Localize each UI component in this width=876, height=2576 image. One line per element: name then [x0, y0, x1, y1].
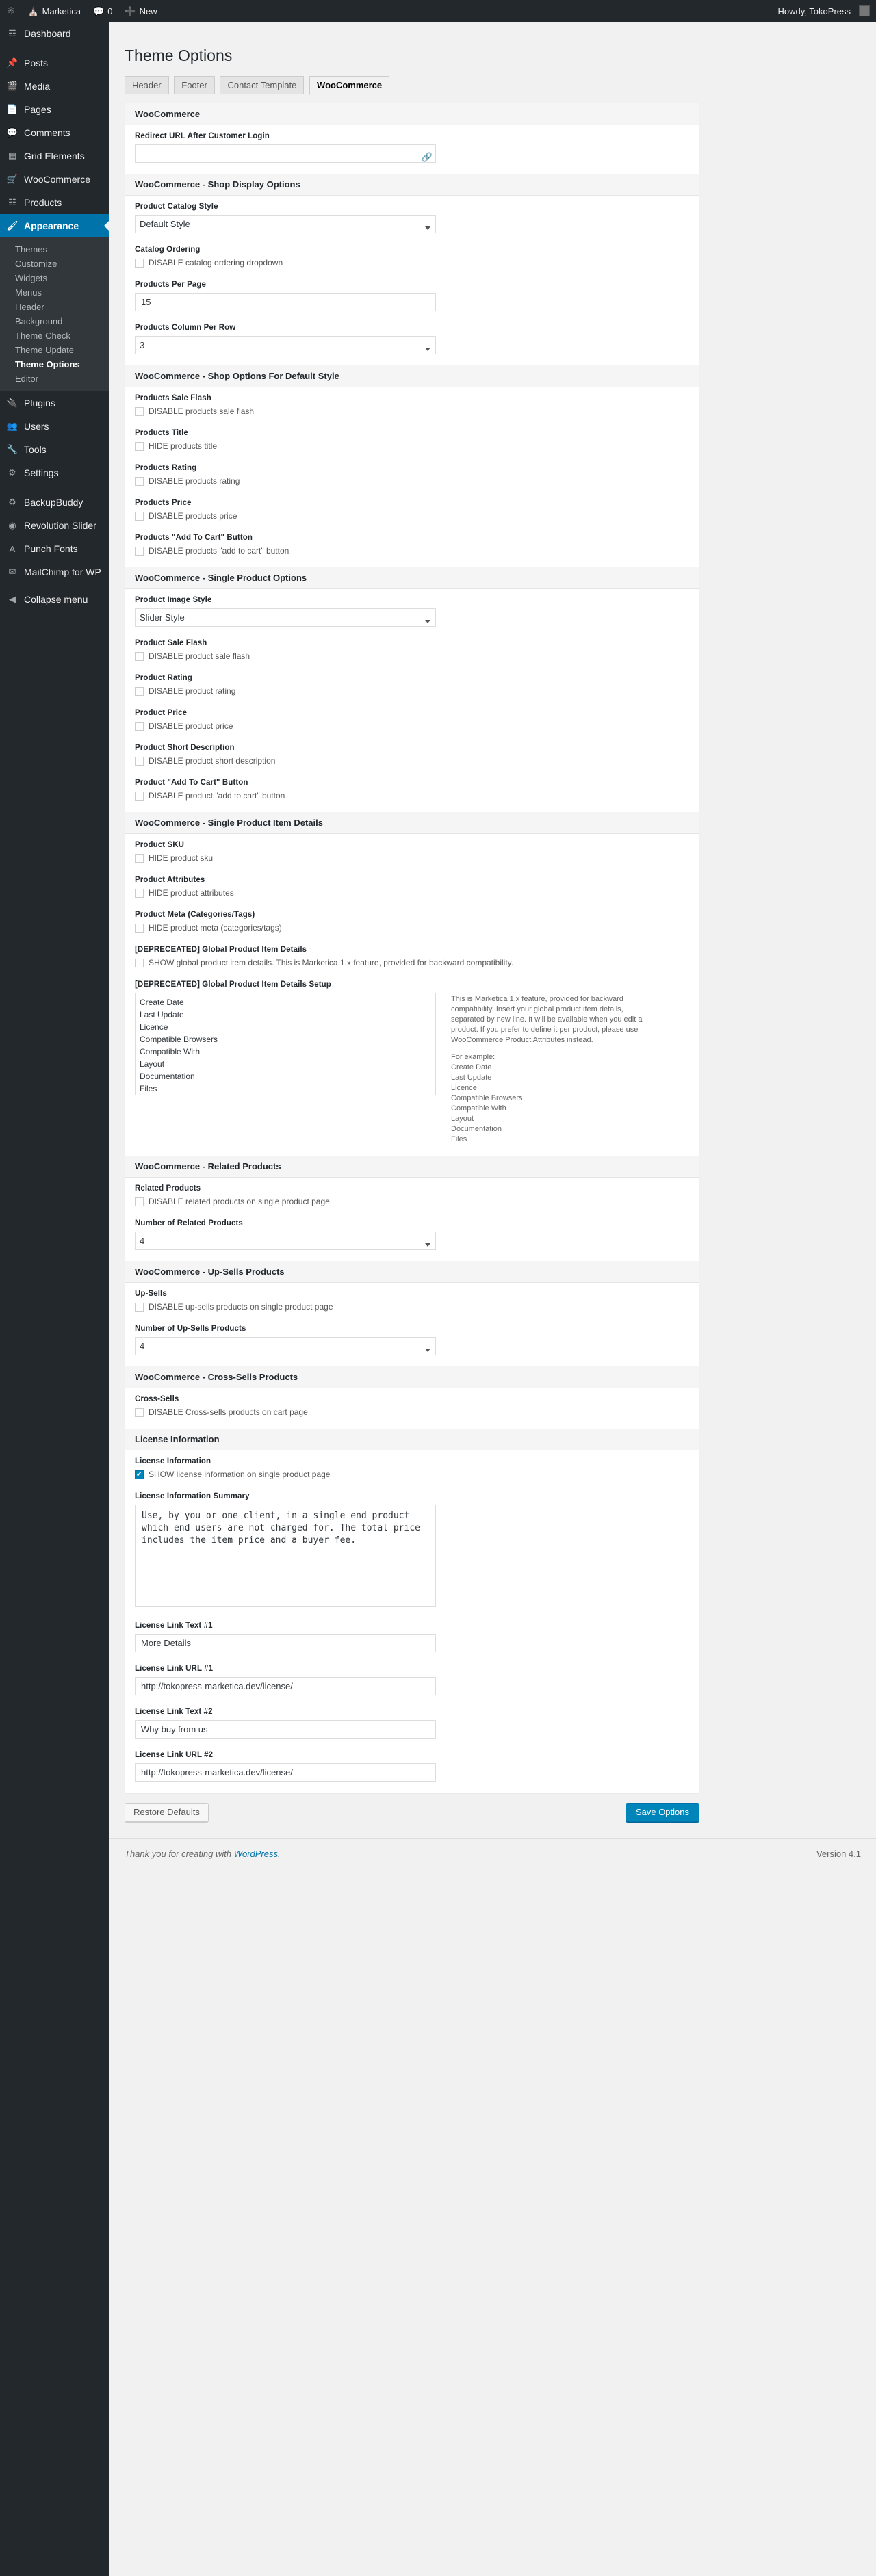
sidebar-item-plugins[interactable] [0, 391, 110, 415]
license-link-url-2-label: License Link URL #2 [135, 1751, 214, 1759]
new-content-menu[interactable] [118, 0, 163, 22]
comment-bubble-icon: 💬 [6, 127, 18, 138]
catalog-ordering-label: Catalog Ordering [135, 246, 201, 254]
product-short-description-checkbox-row[interactable] [135, 756, 689, 766]
products-add-to-cart-checkbox-label: DISABLE products "add to cart" button [149, 546, 289, 556]
field-product-sale-flash [135, 639, 689, 662]
upsells-checkbox-row[interactable] [135, 1302, 689, 1312]
product-catalog-style-label: Product Catalog Style [135, 203, 218, 211]
field-products-column-per-row [135, 324, 689, 354]
section-heading-related: WooCommerce - Related Products [125, 1156, 699, 1178]
product-image-style-label: Product Image Style [135, 596, 212, 604]
help-example-item: Last Update [451, 1074, 492, 1082]
sidebar-separator [0, 484, 110, 491]
tools-icon: 🔧 [6, 444, 18, 454]
collapse-menu-button[interactable] [0, 588, 110, 611]
sidebar-item-users[interactable] [0, 415, 110, 438]
submenu-themes[interactable]: Themes [15, 244, 47, 255]
related-products-checkbox-row[interactable] [135, 1197, 689, 1207]
help-example-item: Create Date [451, 1063, 492, 1071]
sidebar-item-label: BackupBuddy [24, 497, 83, 508]
sidebar-item-label: MailChimp for WP [24, 567, 101, 577]
field-product-meta [135, 911, 689, 933]
site-name-menu[interactable] [21, 0, 87, 22]
product-sale-flash-checkbox-row[interactable] [135, 651, 689, 662]
field-global-item-details-setup [135, 980, 689, 1145]
field-number-of-related [135, 1219, 689, 1250]
list-item[interactable]: Files [140, 1084, 157, 1093]
sidebar-item-label: WooCommerce [24, 174, 90, 185]
section-body-single-product [125, 589, 699, 812]
plus-icon: ➕ [125, 5, 136, 16]
products-add-to-cart-label: Products "Add To Cart" Button [135, 534, 253, 542]
tab-woocommerce[interactable]: WooCommerce [309, 76, 389, 95]
help-example-item: Layout [451, 1115, 474, 1123]
help-example-item: Documentation [451, 1125, 502, 1133]
home-icon: ⛪ [27, 5, 39, 16]
restore-defaults-button[interactable]: Restore Defaults [125, 1803, 209, 1822]
products-add-to-cart-checkbox-row[interactable] [135, 546, 689, 556]
product-attributes-checkbox-label: HIDE product attributes [149, 888, 234, 898]
options-panel [125, 103, 699, 1793]
products-column-label: Products Column Per Row [135, 324, 236, 332]
global-item-details-setup-label: [DEPRECEATED] Global Product Item Details Setup [135, 980, 331, 989]
field-product-attributes [135, 876, 689, 898]
global-item-details-help [451, 993, 656, 1145]
tab-header[interactable]: Header [125, 76, 169, 94]
product-price-checkbox[interactable] [135, 722, 144, 731]
number-of-upsells-label: Number of Up-Sells Products [135, 1325, 246, 1333]
field-product-price [135, 709, 689, 731]
field-products-per-page [135, 281, 689, 311]
products-rating-label: Products Rating [135, 464, 197, 472]
license-information-checkbox-row[interactable] [135, 1470, 689, 1480]
related-products-checkbox-label: DISABLE related products on single product page [149, 1197, 330, 1206]
crosssells-label: Cross-Sells [135, 1395, 179, 1403]
link-picker-icon[interactable]: 🔗 [421, 152, 433, 162]
sidebar-item-comments[interactable] [0, 121, 110, 144]
admin-footer [110, 1838, 876, 1866]
product-attributes-label: Product Attributes [135, 876, 205, 884]
comments-count: 0 [107, 5, 113, 16]
products-title-checkbox-label: HIDE products title [149, 441, 218, 451]
license-link-url-1-input[interactable] [135, 1677, 436, 1695]
list-item[interactable]: Create Date [140, 998, 184, 1007]
number-of-related-label: Number of Related Products [135, 1219, 243, 1227]
product-attributes-checkbox-row[interactable] [135, 888, 689, 898]
tab-contact-template[interactable]: Contact Template [220, 76, 304, 94]
submenu-widgets[interactable]: Widgets [15, 273, 47, 283]
products-rating-checkbox-row[interactable] [135, 476, 689, 486]
global-item-details-setup-list[interactable] [135, 993, 436, 1095]
number-of-related-select[interactable] [135, 1232, 436, 1250]
field-crosssells [135, 1395, 689, 1418]
product-price-checkbox-label: DISABLE product price [149, 721, 233, 731]
field-redirect-url [135, 132, 689, 163]
product-meta-label: Product Meta (Categories/Tags) [135, 911, 255, 919]
products-price-checkbox[interactable] [135, 512, 144, 521]
new-label: New [139, 5, 157, 16]
backup-icon: ♻ [8, 497, 16, 507]
submenu-menus[interactable]: Menus [15, 287, 42, 298]
product-sale-flash-checkbox-label: DISABLE product sale flash [149, 651, 250, 661]
section-heading-crosssells: WooCommerce - Cross-Sells Products [125, 1366, 699, 1388]
grid-icon: ▦ [8, 151, 17, 161]
product-short-description-checkbox-label: DISABLE product short description [149, 756, 276, 766]
crosssells-checkbox[interactable] [135, 1408, 144, 1417]
crosssells-checkbox-label: DISABLE Cross-sells products on cart page [149, 1407, 308, 1417]
users-icon: 👥 [6, 421, 18, 431]
product-short-description-label: Product Short Description [135, 744, 235, 752]
product-price-checkbox-row[interactable] [135, 721, 689, 731]
license-link-text-2-label: License Link Text #2 [135, 1708, 213, 1716]
help-example-item: Licence [451, 1084, 477, 1092]
list-item[interactable]: Compatible With [140, 1047, 201, 1056]
sidebar-item-dashboard[interactable] [0, 22, 110, 45]
font-icon: A [9, 543, 16, 554]
help-example-item: Compatible Browsers [451, 1094, 523, 1102]
sidebar-item-products[interactable] [0, 191, 110, 214]
section-body-crosssells [125, 1388, 699, 1429]
submenu-background[interactable]: Background [15, 316, 63, 326]
product-sale-flash-label: Product Sale Flash [135, 639, 207, 647]
field-product-rating [135, 674, 689, 697]
crosssells-checkbox-row[interactable] [135, 1407, 689, 1418]
sidebar-item-label: Appearance [24, 220, 79, 231]
section-heading-upsells: WooCommerce - Up-Sells Products [125, 1261, 699, 1283]
sidebar-item-tools[interactable] [0, 438, 110, 461]
section-heading-item-details: WooCommerce - Single Product Item Details [125, 812, 699, 834]
product-sku-checkbox[interactable] [135, 854, 144, 863]
dashboard-icon: ☶ [8, 28, 16, 38]
brush-icon: 🖌 [6, 220, 18, 231]
product-rating-label: Product Rating [135, 674, 192, 682]
catalog-ordering-checkbox-row[interactable] [135, 258, 689, 268]
main-content [110, 22, 876, 1866]
sidebar-item-label: Plugins [24, 398, 55, 408]
sidebar-item-label: Users [24, 421, 49, 432]
global-product-item-details-label: [DEPRECEATED] Global Product Item Details [135, 946, 307, 954]
related-products-label: Related Products [135, 1184, 201, 1193]
field-products-rating [135, 464, 689, 486]
catalog-ordering-checkbox[interactable] [135, 259, 144, 268]
product-add-to-cart-label: Product "Add To Cart" Button [135, 779, 248, 787]
products-column-select[interactable] [135, 336, 436, 354]
mail-icon: ✉ [8, 567, 16, 577]
list-item[interactable]: Layout [140, 1059, 165, 1069]
tab-footer[interactable]: Footer [174, 76, 215, 94]
howdy-label: Howdy, TokoPress [777, 5, 851, 16]
sidebar-item-mailchimp[interactable] [0, 560, 110, 584]
products-sale-flash-checkbox-row[interactable] [135, 406, 689, 417]
help-example-item: Compatible With [451, 1104, 506, 1113]
product-sku-label: Product SKU [135, 841, 185, 849]
license-summary-textarea[interactable] [135, 1505, 436, 1607]
submenu-editor[interactable]: Editor [15, 374, 38, 384]
global-product-item-details-checkbox-row[interactable] [135, 958, 689, 968]
product-sku-checkbox-row[interactable] [135, 853, 689, 863]
license-information-checkbox[interactable] [135, 1470, 144, 1479]
catalog-ordering-checkbox-label: DISABLE catalog ordering dropdown [149, 258, 283, 268]
redirect-url-label: Redirect URL After Customer Login [135, 132, 270, 140]
sidebar-item-backupbuddy[interactable] [0, 491, 110, 514]
product-add-to-cart-checkbox[interactable] [135, 792, 144, 801]
related-products-checkbox[interactable] [135, 1197, 144, 1206]
sidebar-separator [0, 45, 110, 51]
field-product-add-to-cart [135, 779, 689, 801]
product-price-label: Product Price [135, 709, 188, 717]
product-attributes-checkbox[interactable] [135, 889, 144, 898]
products-price-label: Products Price [135, 499, 192, 507]
comments-menu[interactable] [87, 0, 118, 22]
site-name-label: Marketica [42, 5, 81, 16]
collapse-arrow-icon: ◀ [9, 594, 16, 604]
products-add-to-cart-checkbox[interactable] [135, 547, 144, 556]
comment-bubble-icon: 💬 [93, 5, 105, 16]
sidebar-item-revolution-slider[interactable] [0, 514, 110, 537]
section-heading-single-product: WooCommerce - Single Product Options [125, 567, 699, 589]
license-link-text-1-input[interactable] [135, 1634, 436, 1652]
sidebar-item-posts[interactable] [0, 51, 110, 75]
sidebar-item-label: Punch Fonts [24, 543, 78, 554]
help-example-item: Files [451, 1135, 467, 1143]
product-rating-checkbox[interactable] [135, 687, 144, 696]
section-body-woocommerce [125, 125, 699, 174]
pin-icon: 📌 [6, 57, 18, 68]
field-catalog-ordering [135, 246, 689, 268]
product-sale-flash-checkbox[interactable] [135, 652, 144, 661]
sidebar-item-label: Revolution Slider [24, 520, 96, 531]
product-add-to-cart-checkbox-row[interactable] [135, 791, 689, 801]
admin-sidebar [0, 22, 110, 2576]
footer-thanks-suffix: . [278, 1849, 281, 1859]
section-body-item-details [125, 834, 699, 1156]
product-meta-checkbox-row[interactable] [135, 923, 689, 933]
product-rating-checkbox-label: DISABLE product rating [149, 686, 236, 696]
submenu-customize[interactable]: Customize [15, 259, 57, 269]
license-information-checkbox-label: SHOW license information on single product page [149, 1470, 331, 1479]
field-product-sku [135, 841, 689, 863]
help-example-label: For example: [451, 1053, 495, 1061]
section-body-shop-display [125, 196, 699, 365]
collapse-menu-label: Collapse menu [24, 594, 88, 605]
product-short-description-checkbox[interactable] [135, 757, 144, 766]
products-price-checkbox-label: DISABLE products price [149, 511, 237, 521]
wp-logo-menu[interactable] [0, 0, 21, 22]
field-product-catalog-style [135, 203, 689, 233]
section-body-upsells [125, 1283, 699, 1366]
slider-icon: ◉ [8, 520, 16, 530]
upsells-checkbox-label: DISABLE up-sells products on single product page [149, 1302, 333, 1312]
list-item[interactable]: Licence [140, 1022, 168, 1032]
theme-options-tabs [125, 75, 862, 94]
sidebar-item-punch-fonts[interactable] [0, 537, 110, 560]
field-license-link-url-1 [135, 1665, 689, 1695]
sidebar-item-media[interactable] [0, 75, 110, 98]
field-products-title [135, 429, 689, 452]
products-rating-checkbox-label: DISABLE products rating [149, 476, 240, 486]
product-meta-checkbox[interactable] [135, 924, 144, 933]
product-rating-checkbox-row[interactable] [135, 686, 689, 697]
cart-icon: 🛒 [6, 174, 18, 184]
sidebar-item-label: Comments [24, 127, 70, 138]
admin-bar [0, 0, 876, 22]
products-title-checkbox-row[interactable] [135, 441, 689, 452]
media-icon: 🎬 [6, 81, 18, 91]
wp-version: Version 4.1 [816, 1849, 861, 1859]
sidebar-item-label: Pages [24, 104, 51, 115]
field-number-of-upsells [135, 1325, 689, 1355]
product-sku-checkbox-label: HIDE product sku [149, 853, 214, 863]
plug-icon: 🔌 [6, 398, 18, 408]
product-add-to-cart-checkbox-label: DISABLE product "add to cart" button [149, 791, 285, 801]
submenu-theme-options[interactable]: Theme Options [15, 359, 80, 369]
sidebar-item-settings[interactable] [0, 461, 110, 484]
global-product-item-details-checkbox-label: SHOW global product item details. This is Marketica 1.x feature, provided for backward compatibility. [149, 958, 514, 967]
products-sale-flash-checkbox[interactable] [135, 407, 144, 416]
submenu-header[interactable]: Header [15, 302, 44, 312]
products-sale-flash-checkbox-label: DISABLE products sale flash [149, 406, 255, 416]
help-paragraph: This is Marketica 1.x feature, provided for backward compatibility. Insert your global product item details, separated by new line. It will be available when you edit a product. If you prefer to define it per product, please use WooCommerce Product Attributes instead. [451, 995, 643, 1044]
field-license-link-text-2 [135, 1708, 689, 1739]
field-global-product-item-details [135, 946, 689, 968]
sidebar-item-label: Settings [24, 467, 59, 478]
list-item[interactable]: Documentation [140, 1071, 195, 1081]
page-icon: 📄 [6, 104, 18, 114]
field-products-price [135, 499, 689, 521]
products-sale-flash-label: Products Sale Flash [135, 394, 211, 402]
sidebar-item-grid-elements[interactable] [0, 144, 110, 168]
appearance-submenu [0, 237, 110, 391]
product-meta-checkbox-label: HIDE product meta (categories/tags) [149, 923, 282, 933]
product-catalog-style-select[interactable] [135, 215, 436, 233]
sidebar-item-pages[interactable] [0, 98, 110, 121]
license-link-text-2-input[interactable] [135, 1720, 436, 1739]
wordpress-link[interactable]: WordPress [233, 1849, 278, 1859]
products-icon: ☷ [8, 197, 16, 207]
field-related-products [135, 1184, 689, 1207]
form-actions [125, 1803, 699, 1822]
number-of-upsells-select[interactable] [135, 1337, 436, 1355]
products-rating-checkbox[interactable] [135, 477, 144, 486]
field-license-link-url-2 [135, 1751, 689, 1782]
section-body-license [125, 1450, 699, 1793]
sidebar-item-label: Dashboard [24, 28, 71, 39]
field-product-image-style [135, 596, 689, 627]
upsells-label: Up-Sells [135, 1290, 167, 1298]
upsells-checkbox[interactable] [135, 1303, 144, 1312]
products-per-page-input[interactable] [135, 293, 436, 311]
sidebar-item-appearance[interactable] [0, 214, 110, 237]
sidebar-item-label: Grid Elements [24, 151, 85, 161]
products-per-page-label: Products Per Page [135, 281, 206, 289]
products-title-label: Products Title [135, 429, 188, 437]
footer-thanks [125, 1849, 281, 1859]
field-product-short-description [135, 744, 689, 766]
submenu-theme-update[interactable]: Theme Update [15, 345, 74, 355]
field-license-summary [135, 1492, 689, 1609]
sidebar-item-label: Posts [24, 57, 49, 68]
footer-thanks-prefix: Thank you for creating with [125, 1849, 234, 1859]
section-body-shop-default-style [125, 387, 699, 567]
submenu-theme-check[interactable]: Theme Check [15, 330, 70, 341]
sidebar-item-label: Products [24, 197, 62, 208]
field-license-information [135, 1457, 689, 1480]
section-heading-license: License Information [125, 1429, 699, 1450]
list-item[interactable]: Last Update [140, 1010, 184, 1019]
section-heading-shop-default-style: WooCommerce - Shop Options For Default Style [125, 365, 699, 387]
section-heading-shop-display: WooCommerce - Shop Display Options [125, 174, 699, 196]
products-title-checkbox[interactable] [135, 442, 144, 451]
gear-icon: ⚙ [8, 467, 16, 478]
section-body-related [125, 1178, 699, 1261]
list-item[interactable]: Compatible Browsers [140, 1035, 218, 1044]
field-upsells [135, 1290, 689, 1312]
license-information-label: License Information [135, 1457, 211, 1466]
sidebar-item-label: Tools [24, 444, 47, 455]
save-options-button[interactable]: Save Options [626, 1803, 699, 1822]
product-image-style-select[interactable] [135, 608, 436, 627]
license-link-url-1-label: License Link URL #1 [135, 1665, 214, 1673]
avatar [859, 5, 870, 16]
license-link-url-2-input[interactable] [135, 1763, 436, 1782]
field-products-sale-flash [135, 394, 689, 417]
sidebar-item-label: Media [24, 81, 51, 92]
sidebar-item-woocommerce[interactable] [0, 168, 110, 191]
wordpress-logo-icon: ⚛ [6, 5, 16, 17]
field-products-add-to-cart [135, 534, 689, 556]
my-account-menu[interactable] [772, 0, 876, 22]
section-heading-woocommerce: WooCommerce [125, 103, 699, 125]
global-product-item-details-checkbox[interactable] [135, 959, 144, 967]
field-license-link-text-1 [135, 1622, 689, 1652]
products-price-checkbox-row[interactable] [135, 511, 689, 521]
license-link-text-1-label: License Link Text #1 [135, 1622, 213, 1630]
redirect-url-input[interactable] [135, 144, 436, 163]
page-title: Theme Options [125, 47, 233, 64]
license-summary-label: License Information Summary [135, 1492, 250, 1500]
